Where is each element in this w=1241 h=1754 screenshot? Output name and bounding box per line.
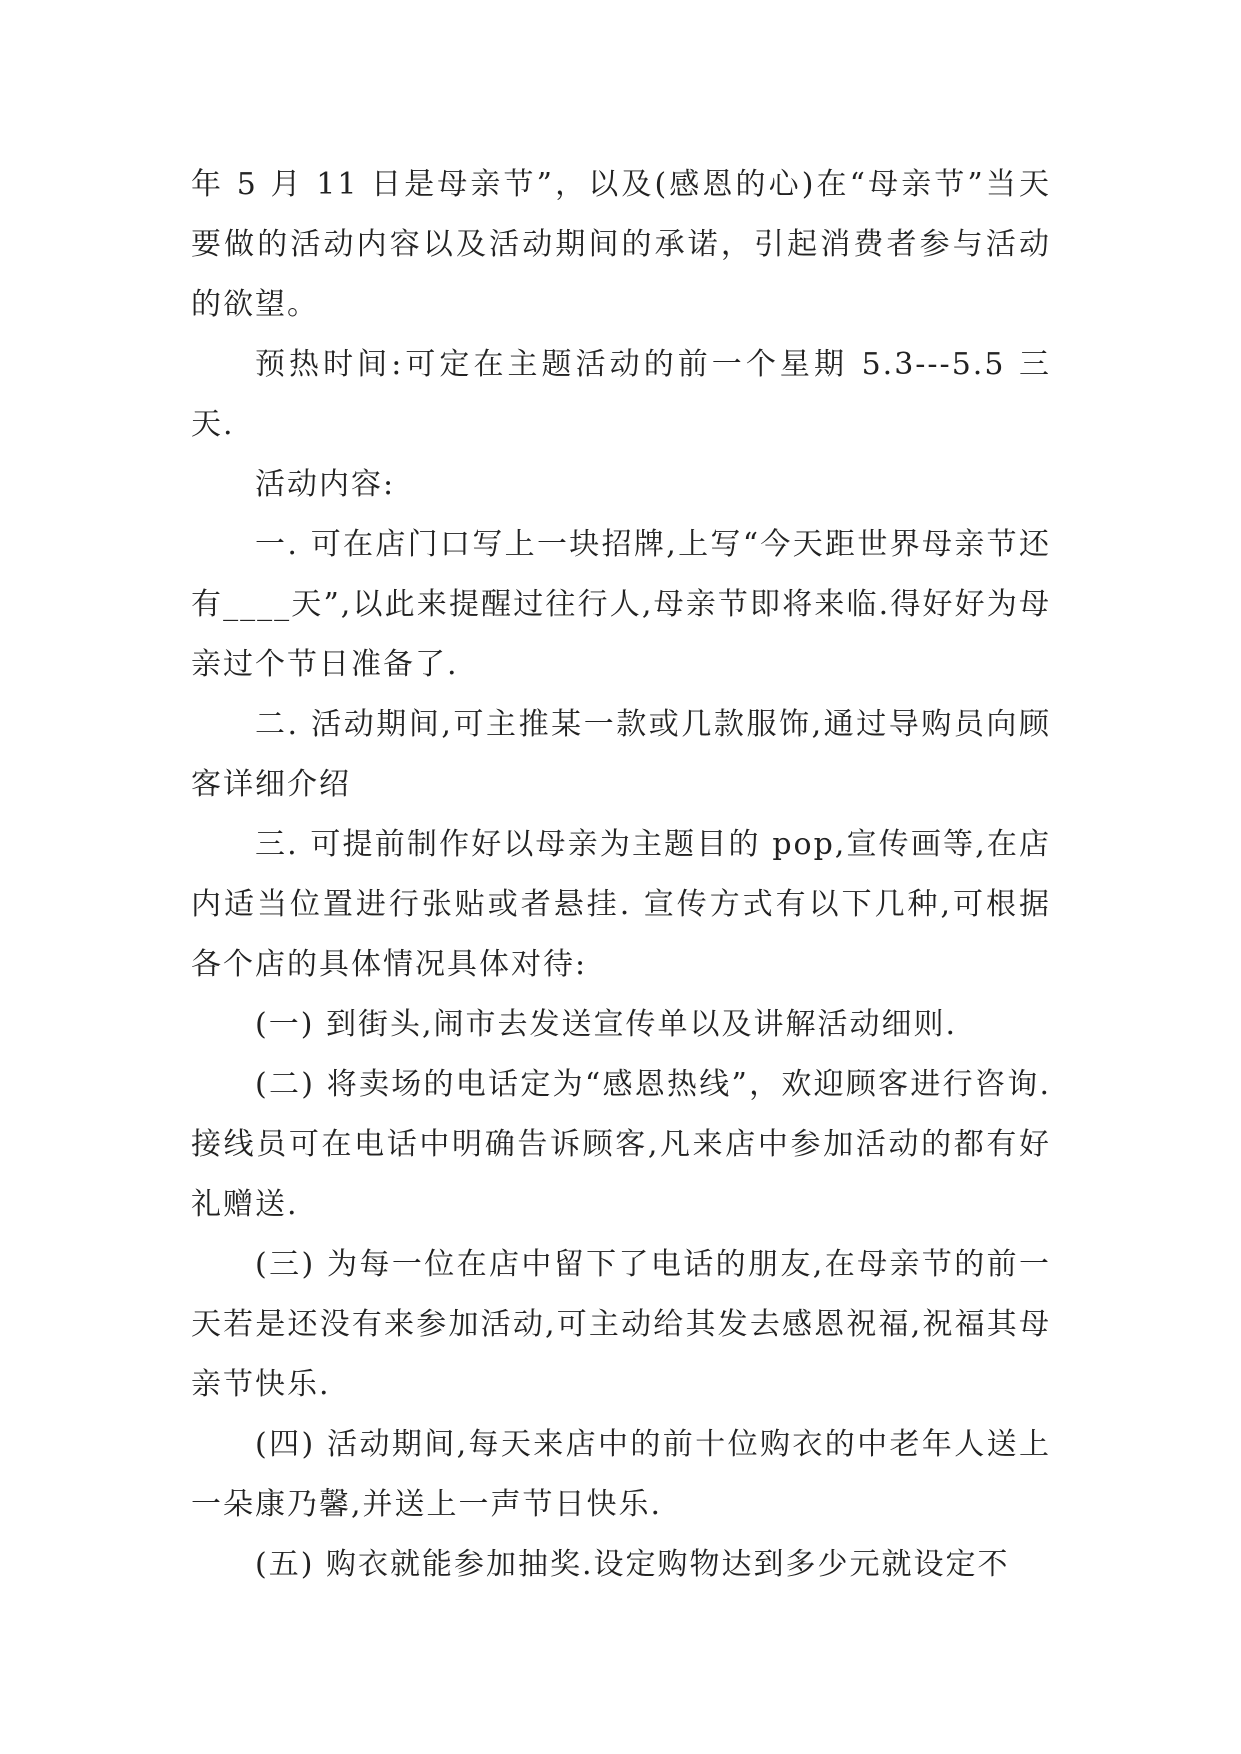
paragraph-item-three: 三. 可提前制作好以母亲为主题目的 pop,宣传画等,在店内适当位置进行张贴或者悬挂. 宣传方式有以下几种,可根据各个店的具体情况具体对待: — [191, 827, 1051, 982]
paragraph-subitem-four: (四) 活动期间,每天来店中的前十位购衣的中老年人送上一朵康乃馨,并送上一声节日快乐. — [191, 1427, 1051, 1522]
paragraph-intro-continuation: 年 5 月 11 日是母亲节”，以及(感恩的心)在“母亲节”当天要做的活动内容以及活动期间的承诺，引起消费者参与活动的欲望。 — [191, 167, 1051, 322]
paragraph-subitem-two: (二) 将卖场的电话定为“感恩热线”，欢迎顾客进行咨询.接线员可在电话中明确告诉顾客,凡来店中参加活动的都有好礼赠送. — [191, 1067, 1051, 1222]
paragraph-activity-heading: 活动内容: — [255, 467, 396, 502]
document-body — [191, 155, 1051, 1595]
paragraph-subitem-three: (三) 为每一位在店中留下了电话的朋友,在母亲节的前一天若是还没有来参加活动,可主动给其发去感恩祝福,祝福其母亲节快乐. — [191, 1247, 1051, 1402]
paragraph-item-two: 二. 活动期间,可主推某一款或几款服饰,通过导购员向顾客详细介绍 — [191, 707, 1051, 802]
paragraph-warmup-time: 预热时间:可定在主题活动的前一个星期 5.3---5.5 三天. — [191, 347, 1051, 442]
paragraph-subitem-one: (一) 到街头,闹市去发送宣传单以及讲解活动细则. — [255, 1007, 958, 1042]
paragraph-subitem-five: (五) 购衣就能参加抽奖.设定购物达到多少元就设定不 — [255, 1547, 1010, 1582]
paragraph-item-one: 一. 可在店门口写上一块招牌,上写“今天距世界母亲节还有____天”,以此来提醒过往行人,母亲节即将来临.得好好为母亲过个节日准备了. — [191, 527, 1051, 682]
